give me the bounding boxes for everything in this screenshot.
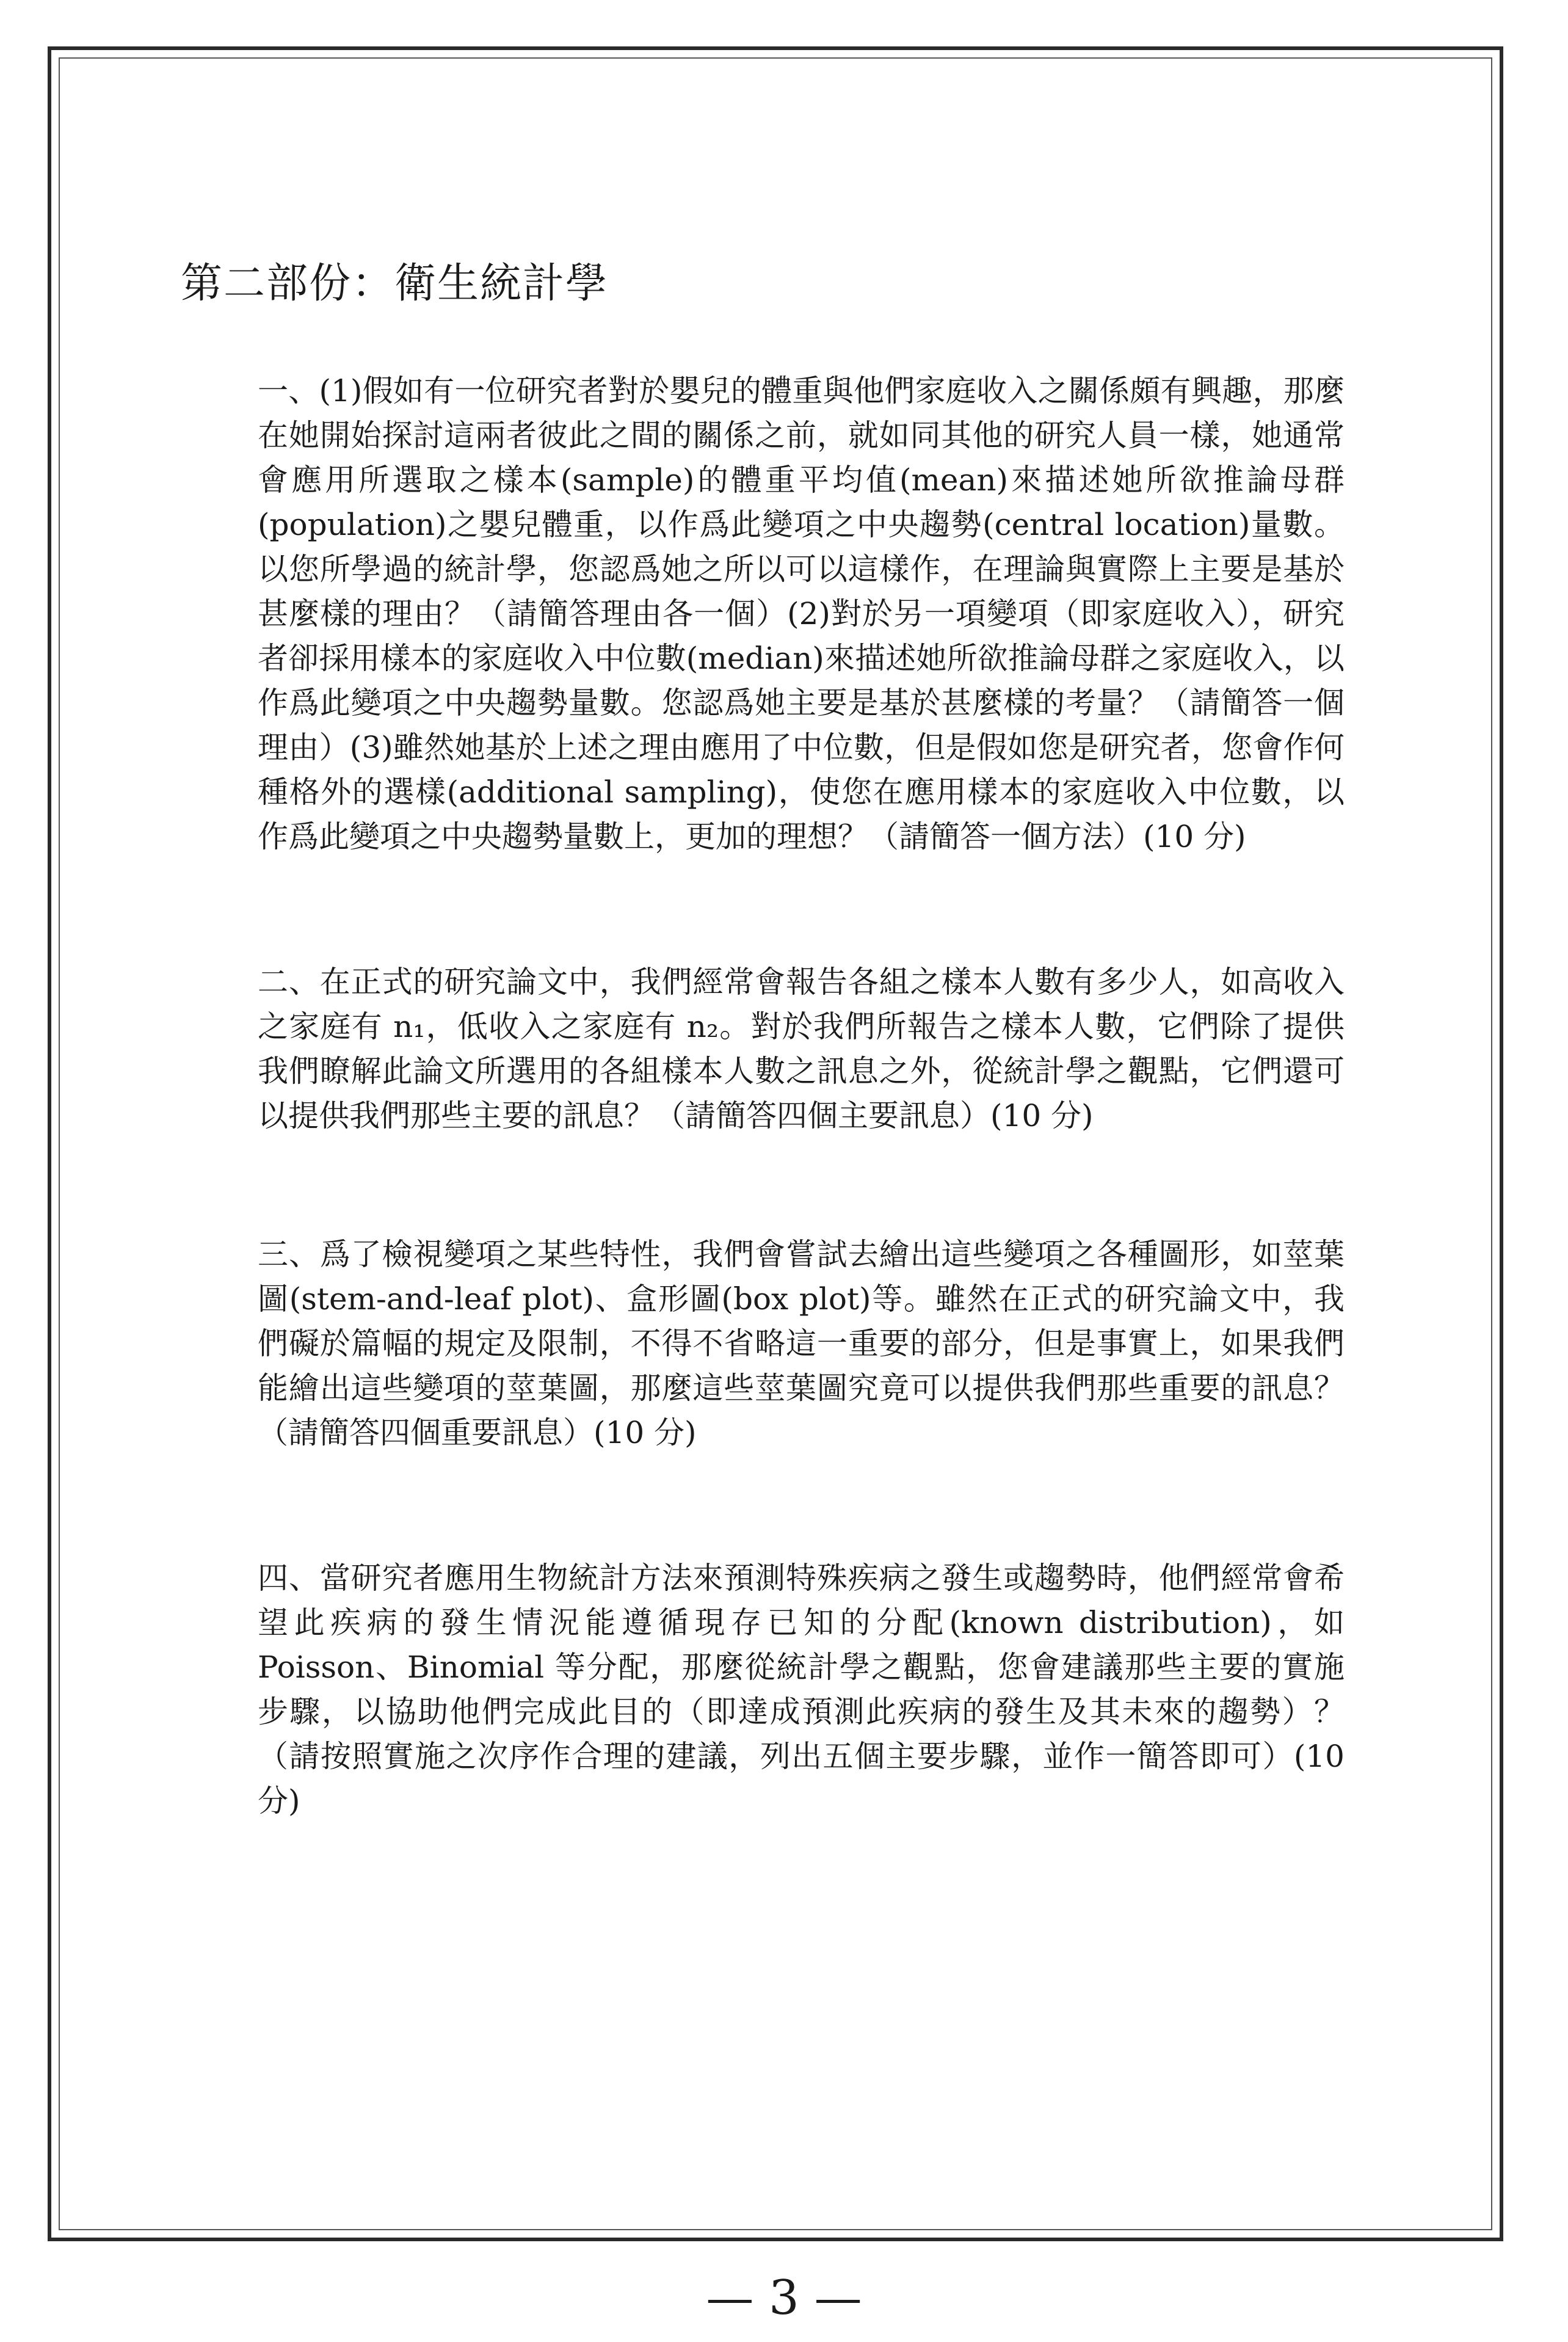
question-1: 一、(1)假如有一位研究者對於嬰兒的體重與他們家庭收入之關係頗有興趣，那麼在她開始探討這兩者彼此之間的關係之前，就如同其他的研究人員一樣，她通常會應用所選取之樣本(sample)的體重平均值(mean)來描述她所欲推論母群(population)之嬰兒體重，以作爲此變項之中央趨勢(central location)量數。以您所學過的統計學，您認爲她之所以可以這樣作，在理論與實際上主要是基於甚麼樣的理由？（請簡答理由各一個）(2)對於另一項變項（即家庭收入），研究者卻採用樣本的家庭收入中位數(median)來描述她所欲推論母群之家庭收入，以作爲此變項之中央趨勢量數。您認爲她主要是基於甚麼樣的考量？（請簡答一個理由）(3)雖然她基於上述之理由應用了中位數，但是假如您是研究者，您會作何種格外的選樣(additional sampling)，使您在應用樣本的家庭收入中位數，以作爲此變項之中央趨勢量數上，更加的理想？（請簡答一個方法）(10 分) bbox=[258, 373, 1345, 854]
question-2: 二、在正式的研究論文中，我們經常會報告各組之樣本人數有多少人，如高收入之家庭有 n₁，低收入之家庭有 n₂。對於我們所報告之樣本人數，它們除了提供我們瞭解此論文所選用的各組樣本人數之訊息之外，從統計學之觀點，它們還可以提供我們那些主要的訊息？（請簡答四個主要訊息）(10 分) bbox=[258, 964, 1345, 1133]
page-number: — 3 — bbox=[706, 2271, 862, 2326]
question-4: 四、當研究者應用生物統計方法來預測特殊疾病之發生或趨勢時，他們經常會希望此疾病的發生情況能遵循現存已知的分配(known distribution)，如 Poisson、Binomial 等分配，那麼從統計學之觀點，您會建議那些主要的實施步驟，以協助他們完成此目的（即達成預測此疾病的發生及其未來的趨勢）？（請按照實施之次序作合理的建議，列出五個主要步驟，並作一簡答即可）(10 分) bbox=[258, 1560, 1345, 1819]
question-3: 三、爲了檢視變項之某些特性，我們會嘗試去繪出這些變項之各種圖形，如莖葉圖(stem-and-leaf plot)、盒形圖(box plot)等。雖然在正式的研究論文中，我們礙於篇幅的規定及限制，不得不省略這一重要的部分，但是事實上，如果我們能繪出這些變項的莖葉圖，那麼這些莖葉圖究竟可以提供我們那些重要的訊息？（請簡答四個重要訊息）(10 分) bbox=[258, 1237, 1345, 1450]
section-title: 第二部份：衛生統計學 bbox=[181, 260, 609, 308]
